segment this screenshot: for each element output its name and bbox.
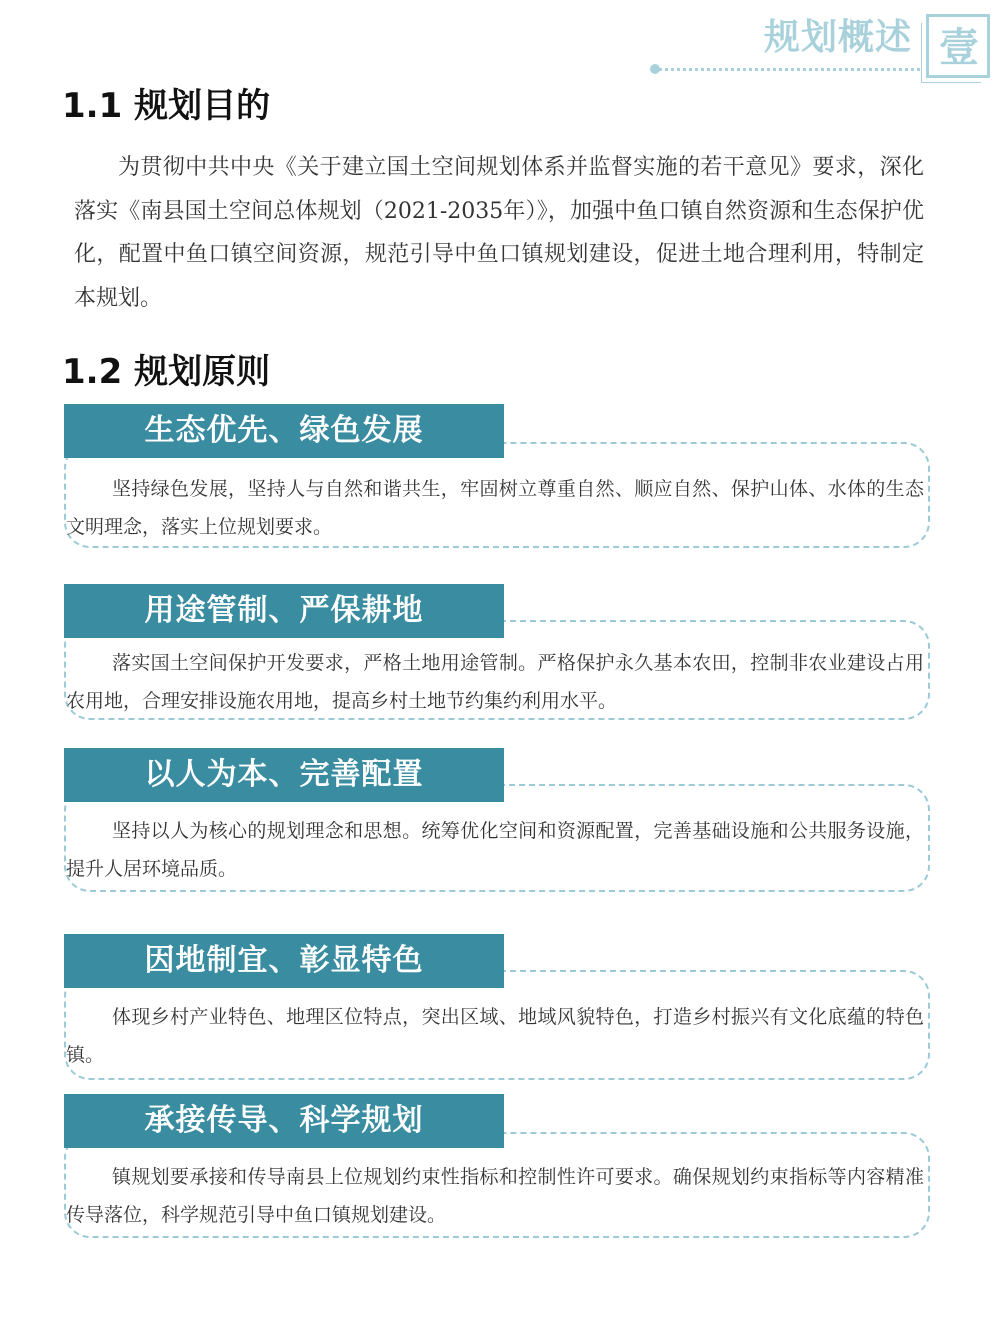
principle-text: 镇规划要承接和传导南县上位规划约束性指标和控制性许可要求。确保规划约束指标等内容精准传导落位，科学规范引导中鱼口镇规划建设。 xyxy=(66,1166,924,1226)
principle-card-local-features xyxy=(60,934,940,1080)
principle-title: 生态优先、绿色发展 xyxy=(64,404,504,458)
principle-title: 因地制宜、彰显特色 xyxy=(64,934,504,988)
principle-text: 坚持绿色发展，坚持人与自然和谐共生，牢固树立尊重自然、顺应自然、保护山体、水体的生态文明理念，落实上位规划要求。 xyxy=(66,478,924,538)
principle-card-ecology xyxy=(60,404,940,548)
purpose-paragraph: 为贯彻中共中央《关于建立国土空间规划体系并监督实施的若干意见》要求，深化落实《南县国土空间总体规划（2021-2035年）》，加强中鱼口镇自然资源和生态保护优化，配置中鱼口镇空间资源，规范引导中鱼口镇规划建设，促进土地合理利用，特制定本规划。 xyxy=(74,155,924,311)
principle-card-land-use xyxy=(60,584,940,720)
principle-card-people xyxy=(60,748,940,892)
chapter-dotted-rule xyxy=(652,68,920,71)
principle-text: 坚持以人为核心的规划理念和思想。统筹优化空间和资源配置，完善基础设施和公共服务设施，提升人居环境品质。 xyxy=(66,820,924,880)
chapter-number: 壹 xyxy=(939,24,979,71)
section-heading-principles: 1.2 规划原则 xyxy=(62,352,271,392)
chapter-title: 规划概述 xyxy=(763,17,912,58)
principle-title: 承接传导、科学规划 xyxy=(64,1094,504,1148)
principle-title: 用途管制、严保耕地 xyxy=(64,584,504,638)
chapter-rule-dot xyxy=(650,64,660,74)
principle-card-transmission xyxy=(60,1094,940,1238)
principle-title: 以人为本、完善配置 xyxy=(64,748,504,802)
section-heading-purpose: 1.1 规划目的 xyxy=(62,86,271,126)
principle-text: 落实国土空间保护开发要求，严格土地用途管制。严格保护永久基本农田，控制非农业建设占用农用地，合理安排设施农用地，提高乡村土地节约集约利用水平。 xyxy=(66,652,924,712)
principle-text: 体现乡村产业特色、地理区位特点，突出区域、地域风貌特色，打造乡村振兴有文化底蕴的特色镇。 xyxy=(66,1006,924,1066)
